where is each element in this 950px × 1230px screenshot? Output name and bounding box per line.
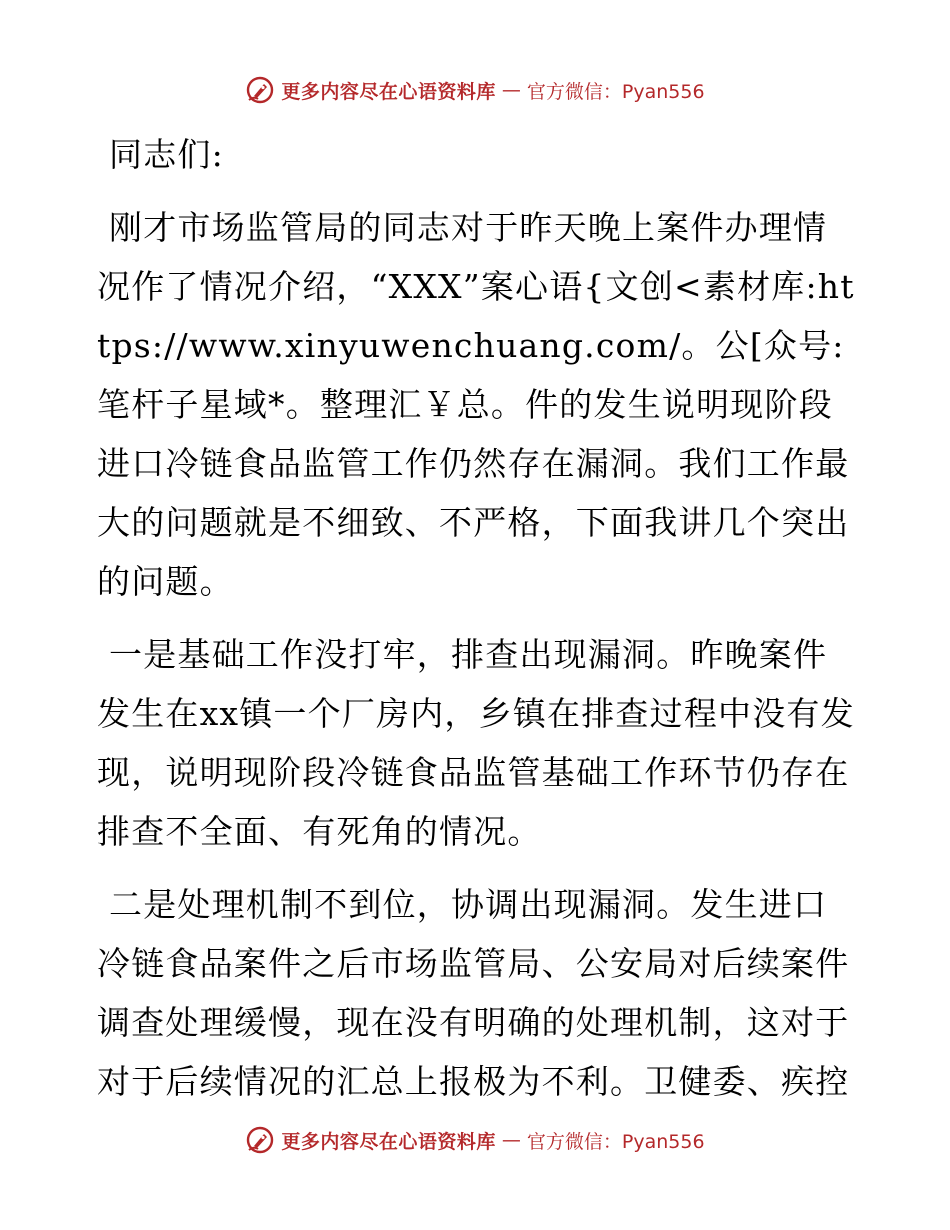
pen-nib-circle-icon xyxy=(245,75,275,105)
watermark-dash: — xyxy=(501,79,521,101)
paragraph-point-two: 二是处理机制不到位，协调出现漏洞。发生进口冷链食品案件之后市场监管局、公安局对后续案件调查处理缓慢，现在没有明确的处理机制，这对于对于后续情况的汇总上报极为不利。卫健委、疾控 xyxy=(97,885,850,1101)
paragraph-intro: 刚才市场监管局的同志对于昨天晚上案件办理情况作了情况介绍，“XXX”案心语{文创<素材库:https://www.xinyuwenchuang.com/。公[众号: 笔杆子星域*。整理汇￥总。件的发生说明现阶段进口冷链食品监管工作仍然存在漏洞。我们工作最大的问题就是不细致、不严格，下面我讲几个突出的问题。 xyxy=(97,208,855,601)
watermark-dash: — xyxy=(501,1129,521,1151)
pen-nib-circle-icon xyxy=(245,1125,275,1155)
watermark-wechat-text: 官方微信：Pyan556 xyxy=(526,80,705,103)
salutation: 同志们: xyxy=(109,135,224,174)
watermark-header xyxy=(0,70,950,110)
watermark-footer xyxy=(0,1120,950,1160)
watermark-wechat-text: 官方微信：Pyan556 xyxy=(526,1130,705,1153)
document-body xyxy=(97,125,855,1111)
watermark-site-text: 更多内容尽在心语资料库 xyxy=(281,80,496,103)
watermark-site-text: 更多内容尽在心语资料库 xyxy=(281,1130,496,1153)
paragraph-point-one: 一是基础工作没打牢，排查出现漏洞。昨晚案件发生在xx镇一个厂房内，乡镇在排查过程中没有发现，说明现阶段冷链食品监管基础工作环节仍存在排查不全面、有死角的情况。 xyxy=(97,635,855,851)
